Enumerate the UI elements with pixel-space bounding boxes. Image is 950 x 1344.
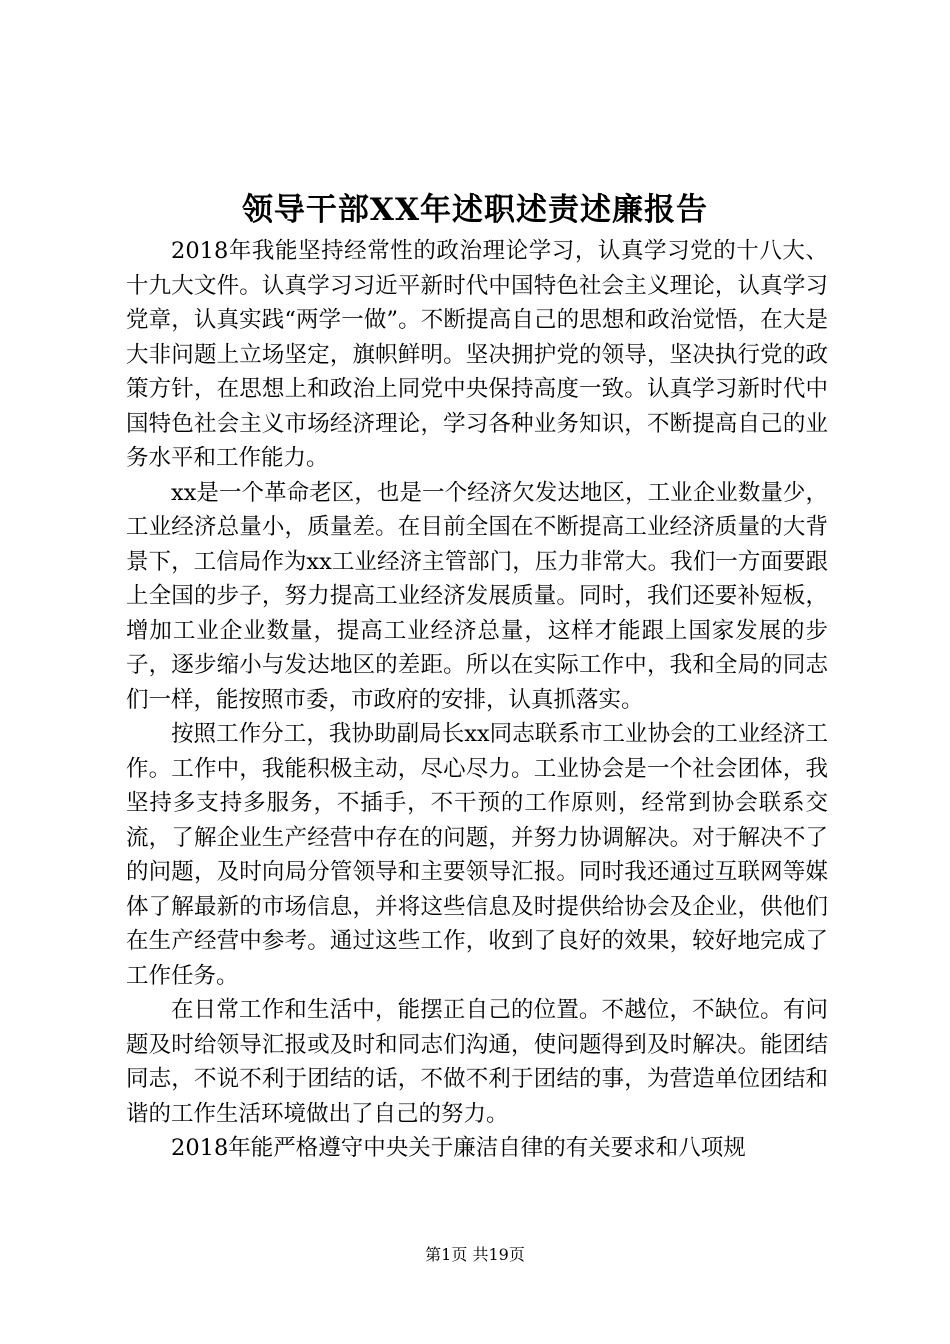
- page-footer: [0, 1244, 950, 1266]
- document-title: 领导干部XX年述职述责述廉报告: [241, 192, 709, 228]
- document-body: [126, 234, 828, 1166]
- paragraph-2: xx是一个革命老区，也是一个经济欠发达地区，工业企业数量少，工业经济总量小，质量差。在目前全国在不断提高工业经济质量的大背景下，工信局作为xx工业经济主管部门，压力非常大。我们一方面要跟上全国的步子，努力提高工业经济发展质量。同时，我们还要补短板，增加工业企业数量，提高工业经济总量，这样才能跟上国家发展的步子，逐步缩小与发达地区的差距。所以在实际工作中，我和全局的同志们一样，能按照市委，市政府的安排，认真抓落实。: [126, 479, 828, 713]
- paragraph-3: 按照工作分工，我协助副局长xx同志联系市工业协会的工业经济工作。工作中，我能积极主动，尽心尽力。工业协会是一个社会团体，我坚持多支持多服务，不插手，不干预的工作原则，经常到协会联系交流，了解企业生产经营中存在的问题，并努力协调解决。对于解决不了的问题，及时向局分管领导和主要领导汇报。同时我还通过互联网等媒体了解最新的市场信息，并将这些信息及时提供给协会及企业，供他们在生产经营中参考。通过这些工作，收到了良好的效果，较好地完成了工作任务。: [126, 721, 828, 989]
- page-total: 共19页: [472, 1245, 525, 1264]
- page-number: 第1页: [425, 1245, 468, 1264]
- paragraph-4: 在日常工作和生活中，能摆正自己的位置。不越位，不缺位。有问题及时给领导汇报或及时和同志们沟通，使问题得到及时解决。能团结同志，不说不利于团结的话，不做不利于团结的事，为营造单位团结和谐的工作生活环境做出了自己的努力。: [126, 997, 828, 1127]
- paragraph-1: 2018年我能坚持经常性的政治理论学习，认真学习党的十八大、十九大文件。认真学习习近平新时代中国特色社会主义理论，认真学习党章，认真实践“两学一做”。不断提高自己的思想和政治觉悟，在大是大非问题上立场坚定，旗帜鲜明。坚决拥护党的领导，坚决执行党的政策方针，在思想上和政治上同党中央保持高度一致。认真学习新时代中国特色社会主义市场经济理论，学习各种业务知识，不断提高自己的业务水平和工作能力。: [126, 238, 828, 471]
- paragraph-5: 2018年能严格遵守中央关于廉洁自律的有关要求和八项规: [171, 1135, 746, 1161]
